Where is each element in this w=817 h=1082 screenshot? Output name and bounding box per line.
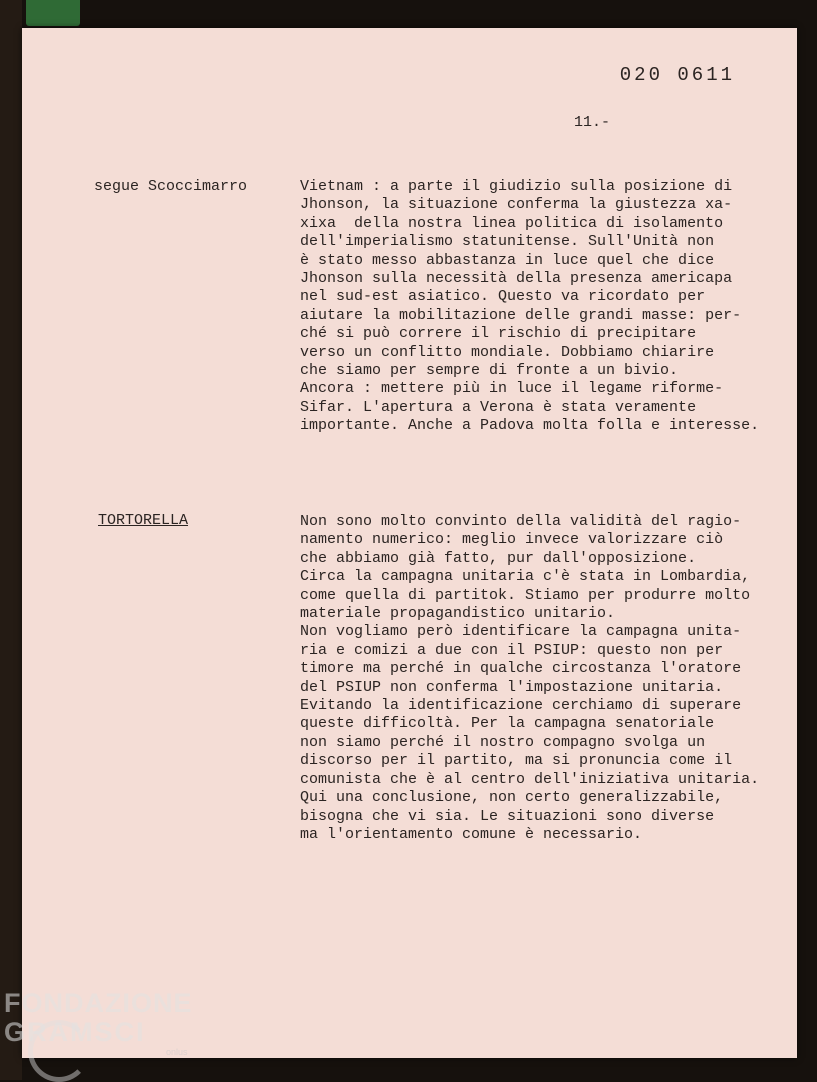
watermark: [4, 988, 193, 1057]
watermark-line: GRAMSCI: [4, 1017, 146, 1047]
page-number: 11.-: [574, 114, 611, 131]
archive-binding-edge: [0, 0, 22, 1080]
archive-tab: [26, 0, 80, 26]
speech-text: Non sono molto convinto della validità del ragio- namento numerico: meglio invece valorizzare ciò che abbiamo già fatto, pur dall'opposizione. Circa la campagna unitaria c'è stata in Lombardia, come quella di partitok. Stiamo per produrre molto materiale propagandistico unitario. Non vogliamo però identificare la campagna unita- ria e comizi a due con il PSIUP: questo non per timore ma perché in qualche circostanza l'oratore del PSIUP non conferma l'impostazione unitaria. Evitando la identificazione cerchiamo di superare queste difficoltà. Per la campagna senatoriale non siamo perché il nostro compagno svolga un discorso per il partito, ma si pronuncia come il comunista che è al centro dell'iniziativa unitaria. Qui una conclusione, non certo generalizzabile, bisogna che vi sia. Le situazioni sono diverse ma l'orientamento comune è necessario.: [300, 513, 760, 843]
speech-text: Vietnam : a parte il giudizio sulla posizione di Jhonson, la situazione conferma la giustezza xa- xixa della nostra linea politica di isolamento dell'imperialismo statunitense. Sull'Unità non è stato messo abbastanza in luce quel che dice Jhonson sulla necessità della presenza americapa nel sud-est asiatico. Questo va ricordato per aiutare la mobilitazione delle grandi masse: per- ché si può correre il rischio di precipitare verso un conflitto mondiale. Dobbiamo chiarire che siamo per sempre di fronte a un bivio. Ancora : mettere più in luce il legame riforme- Sifar. L'apertura a Verona è stata veramente importante. Anche a Padova molta folla e interesse.: [300, 178, 760, 435]
watermark-line: FONDAZIONE: [4, 988, 193, 1018]
speaker-label: segue Scoccimarro: [94, 178, 248, 195]
archive-number: 020 0611: [619, 64, 735, 86]
speaker-label: TORTORELLA: [98, 512, 189, 529]
watermark-line: onlus: [166, 1047, 188, 1057]
document-page: [22, 28, 797, 1058]
